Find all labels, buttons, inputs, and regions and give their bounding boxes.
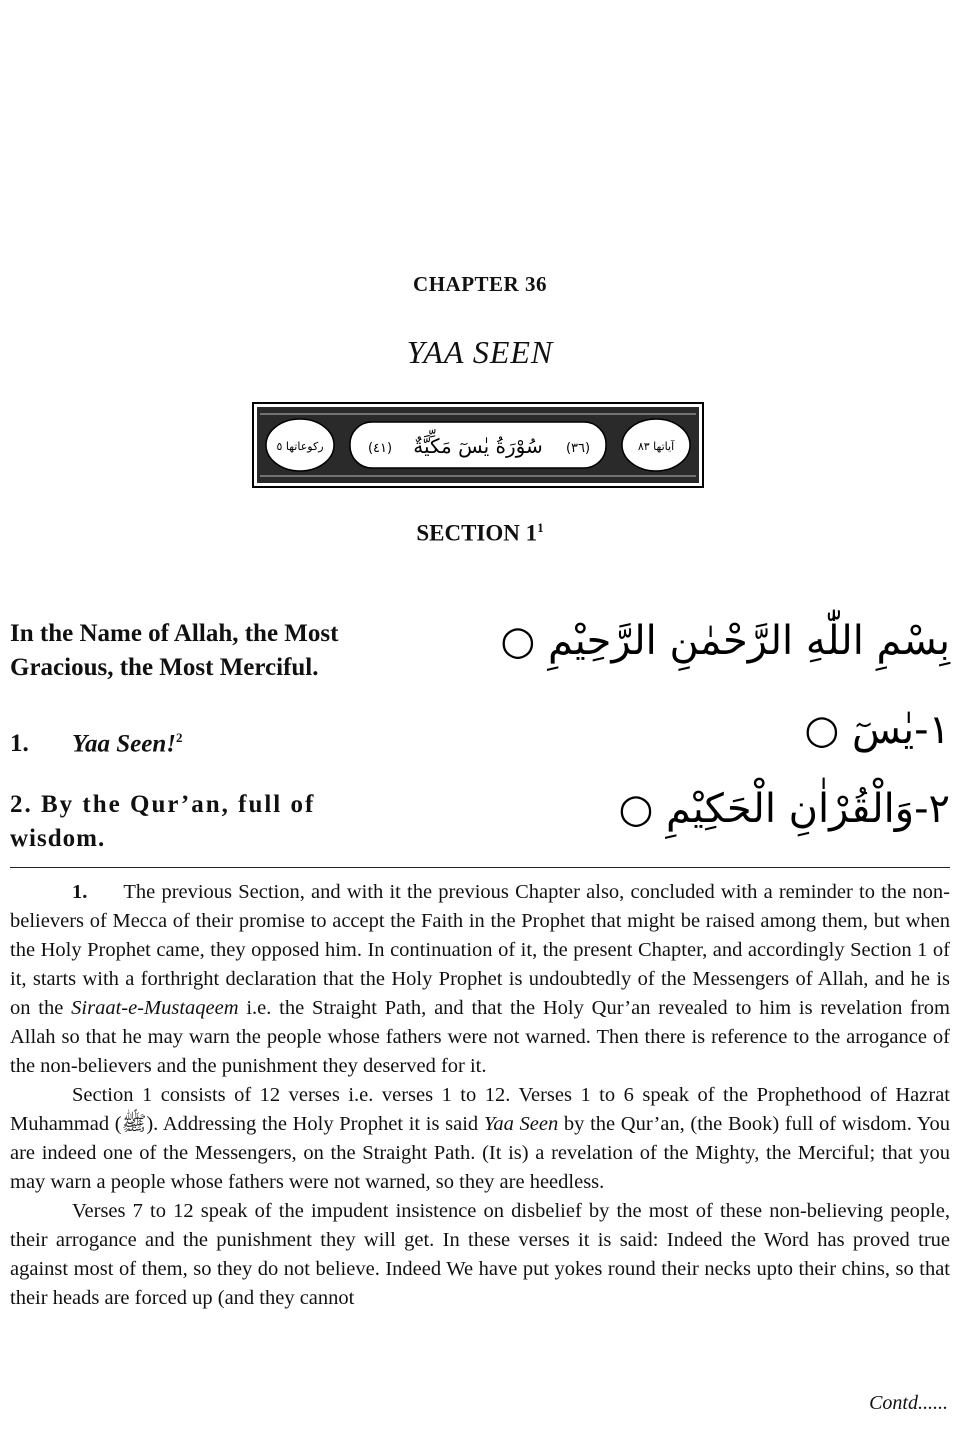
verse-1-translation	[10, 721, 420, 761]
banner-num-left: (٣٦)	[565, 441, 591, 456]
bismillah-arabic: بِسْمِ اللّٰهِ الرَّحْمٰنِ الرَّحِيْمِ ○	[500, 618, 950, 664]
section-footnote-ref: 1	[537, 520, 544, 535]
chapter-heading: CHAPTER 36	[413, 272, 547, 296]
section-title: SECTION 1	[416, 520, 538, 546]
banner-right-badge: ركوعاتها ٥	[276, 440, 324, 453]
verse-number: 1.	[10, 730, 29, 758]
verse-text-continued: wisdom.	[10, 825, 106, 852]
commentary-text: Section 1 consists of 12 verses i.e. verses 1 to 12. Verses 1 to 6 speak of the Prophethood of Hazrat Muhammad (ﷺ). Addressing the Holy Prophet it is said	[10, 1084, 950, 1135]
surah-title: YAA SEEN	[406, 334, 554, 370]
commentary-paragraph-3: Verses 7 to 12 speak of the impudent insistence on disbelief by the most of these non-believing people, their arrogance and the punishment they will get. In these verses it is said: Indeed the Word has proved true against most of them, so they do not believe. Indeed We have put yokes round their necks upto their chins, so that their heads are forced up (and they cannot	[10, 1200, 950, 1309]
commentary-italic-term: Yaa Seen	[483, 1113, 559, 1135]
verse-text: Yaa Seen!	[72, 730, 176, 758]
banner-left-badge: آياتها ٨٣	[637, 440, 675, 453]
commentary-paragraph-2	[10, 1081, 950, 1197]
commentary-text: i.e. the Straight Path, and that the Holy Qur’an revealed to him is revelation from Allah so that he may warn the people whose fathers were not warned. Then there is reference to the arrogance of the non-believers and the punishment they deserved for it.	[10, 997, 950, 1077]
bismillah-translation: In the Name of Allah, the Most Gracious, the Most Merciful.	[10, 620, 339, 681]
banner-num-right: (٤١)	[367, 441, 393, 456]
verse-number: 2.	[10, 791, 33, 818]
section-heading	[0, 520, 960, 547]
verse-2-translation	[10, 788, 420, 856]
commentary-text: by the Qur’an, (the Book) full of wisdom. You are indeed one of the Messengers, on the Straight Path. (It is) a revelation of the Mighty, the Merciful; that you may warn a people whose fathers were not warned, so they are heedless.	[10, 1113, 950, 1193]
commentary-paragraph-1	[10, 878, 950, 1081]
continued-marker: Contd......	[869, 1392, 948, 1414]
verse-text: By the Qur’an, full of	[41, 791, 316, 818]
commentary-text: The previous Section, and with it the previous Chapter also, concluded with a reminder to the non-believers of Mecca of their promise to accept the Faith in the Prophet that might be raised among them, but when the Holy Prophet came, they opposed him. In continuation of it, the present Chapter, and accordingly Section 1 of it, starts with a forthright declaration that the Holy Prophet is undoubtedly of the Messengers of Allah, and he is on the	[10, 881, 950, 1019]
verse-2-arabic: ٢-وَالْقُرْاٰنِ الْحَكِيْمِ ○	[618, 786, 950, 832]
surah-banner	[252, 402, 704, 488]
verse-1-arabic: ١-يٰسٓ ○	[804, 707, 950, 753]
banner-surah-name: سُوْرَةُ يٰسٓ مَكِّيَّةٌ	[413, 434, 543, 458]
commentary-italic-term: Siraat-e-Mustaqeem	[71, 997, 239, 1019]
banner-ornament	[252, 402, 704, 488]
verse-footnote-ref: 2	[175, 730, 183, 745]
footnote-number: 1.	[72, 881, 88, 903]
footnote-divider	[10, 867, 950, 868]
commentary	[10, 878, 950, 1313]
